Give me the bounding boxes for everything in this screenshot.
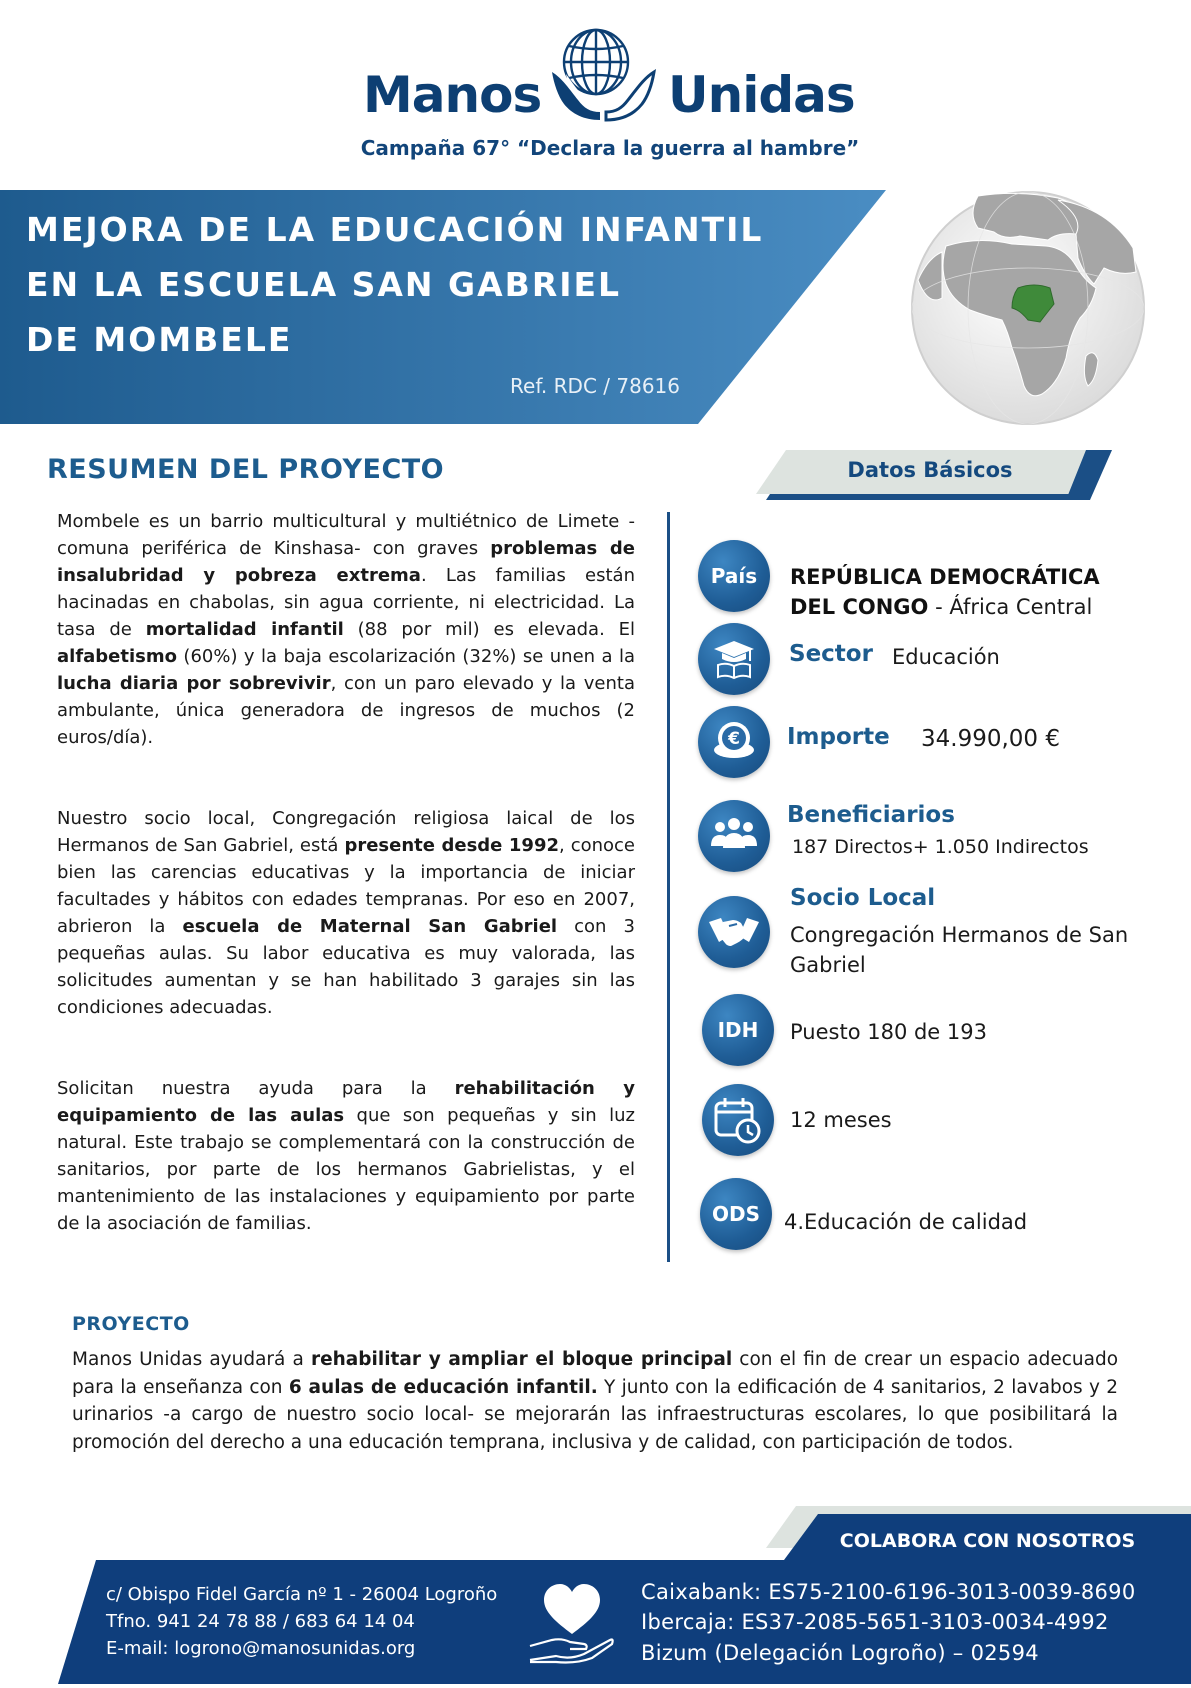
text-run: , conoce bien las carencias educativas y la importancia de iniciar facultades y hábitos con edades tempranas. Por eso en 2007, abrieron la	[57, 835, 635, 937]
text-run: que son pequeñas y sin luz natural. Este trabajo se complementará con la construcción de sanitarios, por parte de los hermanos Gabrielistas, y el mantenimiento de las instalaciones y equipamiento por parte de la asociación de familias.	[57, 1105, 635, 1234]
text-run: Y junto con la edificación de 4 sanitarios, 2 lavabos y 2 urinarios -a cargo de nuestro socio local- se mejorarán las infraestructuras escolares, lo que posibilitará la promoción del derecho a una educación temprana, inclusiva y de calidad, con participación de todos.	[72, 1376, 1118, 1453]
resumen-heading: RESUMEN DEL PROYECTO	[47, 454, 445, 485]
pais-label: País	[710, 564, 758, 588]
bold-text-run: rehabilitación y equipamiento de las aulas	[57, 1078, 635, 1126]
text-run: (60%) y la baja escolarización (32%) se unen a la	[177, 646, 635, 667]
ods-value: 4.Educación de calidad	[784, 1210, 1028, 1234]
colabora-heading: COLABORA CON NOSOTROS	[839, 1530, 1136, 1552]
text-run: Solicitan nuestra ayuda para la	[57, 1078, 455, 1099]
logo-word-manos: Manos	[363, 66, 542, 124]
text-run: con el fin de crear un espacio adecuado para la enseñanza con	[72, 1349, 1119, 1398]
handshake-icon	[698, 896, 770, 968]
pais-value	[790, 562, 1120, 622]
resumen-paragraph-2	[57, 805, 635, 1021]
project-title	[26, 202, 826, 367]
logo-hands-icon	[548, 66, 658, 126]
proyecto-heading: PROYECTO	[72, 1313, 190, 1335]
ods-badge	[700, 1178, 772, 1250]
socio-local-label: Socio Local	[790, 885, 936, 911]
importe-value: 34.990,00 €	[921, 726, 1060, 752]
text-run: , con un paro elevado y la venta ambulante, única generadora de ingresos de muchos (2 euros/día).	[57, 673, 636, 748]
bold-text-run: presente desde 1992	[344, 835, 559, 856]
footer-bizum: Bizum (Delegación Logroño) – 02594	[641, 1641, 1039, 1665]
idh-value: Puesto 180 de 193	[790, 1020, 987, 1044]
column-divider	[667, 512, 670, 1262]
resumen-paragraph-1	[57, 508, 635, 751]
footer-address: c/ Obispo Fidel García nº 1 - 26004 Logroño	[106, 1584, 498, 1605]
proyecto-paragraph	[72, 1346, 1118, 1456]
datos-basicos-heading: Datos Básicos	[847, 458, 1013, 482]
idh-label: IDH	[717, 1018, 759, 1042]
pais-region: - África Central	[928, 595, 1093, 619]
heart-hand-icon	[526, 1582, 618, 1668]
footer-email: E-mail: logrono@manosunidas.org	[106, 1638, 416, 1659]
africa-globe-map	[908, 188, 1148, 432]
text-run: (88 por mil) es elevada. El	[343, 619, 636, 640]
graduation-cap-book-icon	[698, 623, 770, 695]
sector-label: Sector	[789, 641, 873, 667]
text-run: Manos Unidas ayudará a	[72, 1349, 311, 1370]
text-run: . Las familias están hacinadas en chabolas, sin agua corriente, ni electricidad. La tasa de	[57, 565, 635, 640]
duracion-value: 12 meses	[790, 1108, 892, 1132]
text-run: con 3 pequeñas aulas. Su labor educativa es muy valorada, las solicitudes aumentan y se han habilitado 3 garajes sin las condiciones adecuadas.	[57, 916, 635, 1018]
bold-text-run: lucha diaria por sobrevivir	[57, 673, 331, 694]
ods-label: ODS	[711, 1202, 760, 1226]
sector-value: Educación	[892, 645, 1000, 669]
text-run: Nuestro socio local, Congregación religiosa laical de los Hermanos de San Gabriel, está	[57, 808, 635, 856]
footer-phone: Tfno. 941 24 78 88 / 683 64 14 04	[106, 1611, 415, 1632]
title-line-1: MEJORA DE LA EDUCACIÓN INFANTIL	[26, 210, 764, 249]
calendar-clock-icon	[702, 1084, 774, 1156]
people-group-icon	[698, 800, 770, 872]
title-line-3: DE MOMBELE	[26, 320, 293, 359]
bold-text-run: problemas de insalubridad y pobreza extrema	[57, 538, 635, 586]
bold-text-run: escuela de Maternal San Gabriel	[182, 916, 558, 937]
beneficiarios-value: 187 Directos+ 1.050 Indirectos	[792, 836, 1089, 858]
beneficiarios-label: Beneficiarios	[787, 802, 955, 828]
bold-text-run: rehabilitar y ampliar el bloque principal	[310, 1349, 733, 1370]
text-run: Mombele es un barrio multicultural y multiétnico de Limete -comuna periférica de Kinshasa- con graves	[57, 511, 635, 559]
importe-label: Importe	[787, 724, 890, 750]
pais-badge	[698, 540, 770, 612]
euro-coin-icon	[698, 706, 770, 778]
campaign-slogan: Campaña 67° “Declara la guerra al hambre”	[360, 136, 860, 160]
pais-country: REPÚBLICA DEMOCRÁTICA DEL CONGO	[790, 565, 1100, 619]
footer-bank-ibercaja: Ibercaja: ES37-2085-5651-3103-0034-4992	[641, 1610, 1109, 1634]
idh-badge	[702, 994, 774, 1066]
resumen-paragraph-3	[57, 1075, 635, 1237]
footer-bank-caixabank: Caixabank: ES75-2100-6196-3013-0039-8690	[641, 1580, 1136, 1604]
title-line-2: EN LA ESCUELA SAN GABRIEL	[26, 265, 622, 304]
logo-word-unidas: Unidas	[668, 66, 855, 124]
bold-text-run: alfabetismo	[57, 646, 177, 667]
svg-text:€: €	[728, 729, 740, 749]
socio-local-value: Congregación Hermanos de San Gabriel	[790, 923, 1129, 977]
project-reference: Ref. RDC / 78616	[510, 374, 680, 398]
bold-text-run: 6 aulas de educación infantil.	[288, 1376, 598, 1398]
bold-text-run: mortalidad infantil	[145, 619, 344, 640]
